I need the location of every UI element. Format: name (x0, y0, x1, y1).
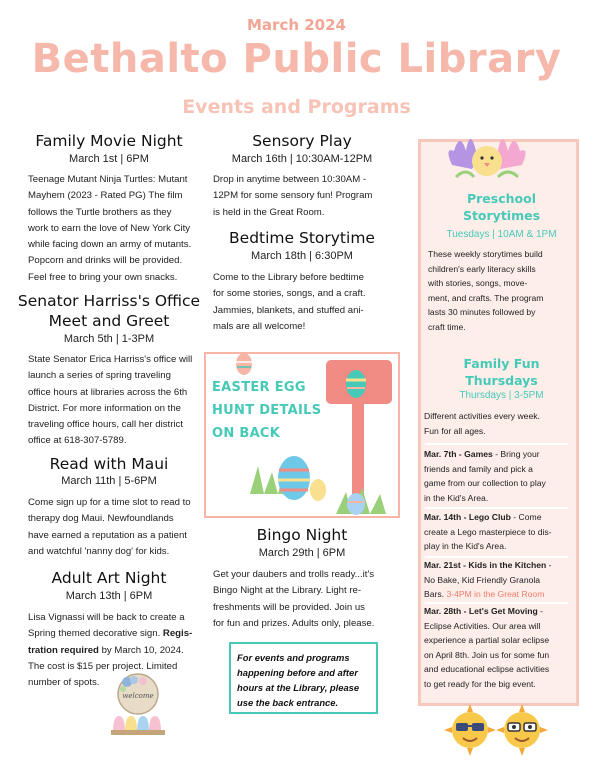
event-title: Sensory Play (252, 132, 352, 150)
preschool-description: These weekly storytimes build children's early literacy skills with stories, songs, move- ment, and crafts. The program lasts 30 minutes followed by craft time. (428, 249, 544, 332)
egg-hunt-text: EASTER EGG HUNT DETAILS ON BACK (212, 380, 322, 441)
preschool-storytimes-title: Preschool Storytimes (462, 191, 541, 223)
event-title: Adult Art Night (51, 569, 167, 587)
event-description: Come sign up for a time slot to read to therapy dog Maui. Newfoundlands have earned a reputation as a patient and watchful 'nanny dog' for kids. (28, 497, 191, 557)
event-date: March 29th | 6PM (258, 547, 346, 559)
bunny-chick-icon (442, 117, 532, 179)
welcome-sign-image (107, 672, 169, 738)
eclipse-suns-icon (440, 696, 552, 760)
event-title: Bingo Night (256, 526, 348, 544)
event-date: March 5th | 1-3PM (63, 333, 155, 345)
event-title: Read with Maui (49, 455, 169, 473)
page-subtitle: Events and Programs (182, 96, 411, 118)
family-fun-mar14: Mar. 14th - Lego Club - Come create a Lego masterpiece to dis- play in the Kid's Area. (424, 512, 552, 551)
event-title: Senator Harriss's Office Meet and Greet (17, 292, 201, 330)
event-title: Bedtime Storytime (229, 229, 375, 247)
event-description: State Senator Erica Harriss's office will launch a series of spring traveling office hours at libraries across the 6th District. For more information on the traveling office hours, call her district office at 618-307-5789. (28, 354, 193, 447)
event-date: March 13th | 6PM (65, 590, 153, 602)
family-fun-intro: Different activities every week. Fun for all ages. (424, 411, 540, 436)
family-fun-schedule: Thursdays | 3-5PM (459, 390, 544, 401)
family-fun-mar21: Mar. 21st - Kids in the Kitchen - No Bake, Kid Friendly Granola Bars. 3-4PM in the Great Room (424, 560, 552, 599)
back-entrance-notice: For events and programs happening before and after hours at the Library, please use the back entrance. (229, 642, 378, 714)
event-date: March 16th | 10:30AM-12PM (231, 153, 373, 165)
event-date: March 18th | 6:30PM (251, 250, 353, 262)
family-fun-title: Family Fun Thursdays (463, 356, 540, 388)
divider (425, 507, 568, 509)
preschool-schedule: Tuesdays | 10AM & 1PM (446, 229, 557, 240)
family-fun-mar28: Mar. 28th - Let's Get Moving - Eclipse Activities. Our area will experience a partial solar eclipse on April 8th. Join us for some fun and educational eclipse activities to get ready for the big event. (424, 606, 550, 689)
family-fun-mar7: Mar. 7th - Games - Bring your friends and family and pick a game from our collection to play in the Kid's Area. (424, 449, 546, 503)
event-description: Come to the Library before bedtime for some stories, songs, and a craft. Jammies, blankets, and stuffed ani- mals are all welcome! (213, 272, 366, 332)
svg-text:welcome: welcome (122, 692, 154, 700)
divider (425, 443, 568, 445)
event-description: Lisa Vignassi will be back to create a Spring themed decorative sign. Regis- tration required by March 10, 2024. The cost is $15 per project. Limited number of spots. (28, 612, 193, 689)
event-title: Family Movie Night (35, 132, 183, 150)
event-description: Teenage Mutant Ninja Turtles: Mutant Mayhem (2023 - Rated PG) The film follows the Turtle brothers as they work to earn the love of New York City while facing down an army of mutants. Popcorn and drinks will be provided. Feel free to bring your own snacks. (28, 174, 192, 283)
easter-egg-hunt-graphic (204, 352, 400, 518)
newsletter-month: March 2024 (247, 16, 346, 34)
egg-hunt-sign-illustration (206, 354, 402, 520)
event-date: March 1st | 6PM (69, 153, 149, 165)
event-description: Get your daubers and trolls ready...it's Bingo Night at the Library. Light re- freshments will be provided. Join us for fun and prizes. Adults only, please. (213, 569, 375, 629)
page-title: Bethalto Public Library (31, 36, 562, 82)
event-date: March 11th | 5-6PM (61, 475, 157, 487)
event-description: Drop in anytime between 10:30AM - 12PM for some sensory fun! Program is held in the Great Room. (213, 174, 373, 218)
